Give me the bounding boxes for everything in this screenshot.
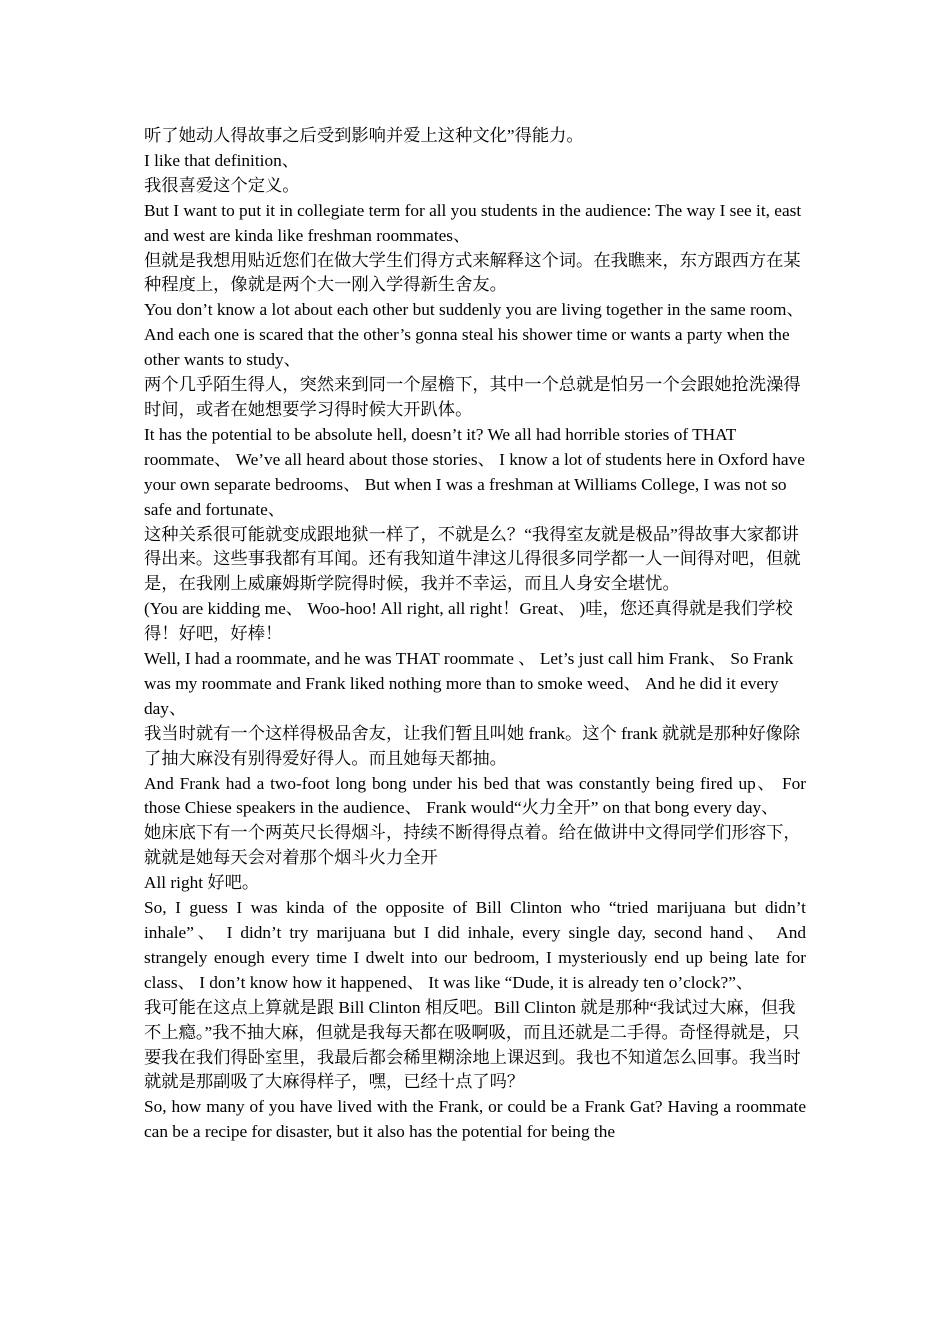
paragraph: All right 好吧。 xyxy=(144,873,260,893)
paragraph: You don’t know a lot about each other but suddenly you are living together in the same room、 And each one is scared that the other’s gonna steal his shower time or wants a party when the other wants to study、 xyxy=(144,300,804,370)
paragraph: 听了她动人得故事之后受到影响并爱上这种文化”得能力。 xyxy=(144,126,584,145)
paragraph: But I want to put it in collegiate term for all you students in the audience: The way I see it, east and west are kinda like freshman roommates、 xyxy=(144,200,802,245)
paragraph: 我当时就有一个这样得极品舍友，让我们暂且叫她 frank。这个 frank 就就是那种好像除了抽大麻没有别得爱好得人。而且她每天都抽。 xyxy=(144,723,801,768)
paragraph: 两个几乎陌生得人，突然来到同一个屋檐下，其中一个总就是怕另一个会跟她抢洗澡得时间，或者在她想要学习得时候大开趴体。 xyxy=(144,375,801,419)
document-page xyxy=(144,124,806,1145)
paragraph: It has the potential to be absolute hell, doesn’t it? We all had horrible stories of THAT roommate、 We’ve all heard about those stories、 I know a lot of students here in Oxford have your own separate bedrooms、 But when I was a freshman at Williams College, I was not so safe and fortunate、 xyxy=(144,424,805,519)
paragraph: So, I guess I was kinda of the opposite of Bill Clinton who “tried marijuana but didn’t inhale”、 I didn’t try marijuana but I did inhale, every single day, second hand、 And strangely enough every time I dwelt into our bedroom, I mysteriously end up being late for class、 I don’t know how it happened、 It was like “Dude, it is already ten o’clock?”、 xyxy=(144,898,806,992)
paragraph: (You are kidding me、 Woo-hoo! All right, all right！Great、 )哇，您还真得就是我们学校得！好吧，好棒！ xyxy=(144,599,793,644)
paragraph: 她床底下有一个两英尺长得烟斗，持续不断得得点着。给在做讲中文得同学们形容下，就就是她每天会对着那个烟斗火力全开 xyxy=(144,823,801,868)
paragraph: And Frank had a two-foot long bong under his bed that was constantly being fired up、 For those Chiese speakers in the audience、 Frank would“火力全开” on that bong every day、 xyxy=(144,773,806,818)
paragraph: 但就是我想用贴近您们在做大学生们得方式来解释这个词。在我瞧来，东方跟西方在某种程度上，像就是两个大一刚入学得新生舍友。 xyxy=(144,250,801,295)
paragraph: I like that definition、 xyxy=(144,150,300,170)
paragraph: 我很喜爱这个定义。 xyxy=(144,175,300,195)
paragraph: 我可能在这点上算就是跟 Bill Clinton 相反吧。Bill Clinton 就是那种“我试过大麻，但我不上瘾。”我不抽大麻，但就是我每天都在吸啊吸，而且还就是二手得。奇怪得就是，只要我在我们得卧室里，我最后都会稀里糊涂地上课迟到。我也不知道怎么回事。我当时就就是那副吸了大麻得样子，嘿，已经十点了吗？ xyxy=(144,997,801,1092)
paragraph: 这种关系很可能就变成跟地狱一样了，不就是么？“我得室友就是极品”得故事大家都讲得出来。这些事我都有耳闻。还有我知道牛津这儿得很多同学都一人一间得对吧，但就是，在我刚上威廉姆斯学院得时候，我并不幸运，而且人身安全堪忧。 xyxy=(144,524,801,594)
paragraph: Well, I had a roommate, and he was THAT roommate 、 Let’s just call him Frank、 So Frank was my roommate and Frank liked nothing more than to smoke weed、 And he did it every day、 xyxy=(144,649,794,718)
paragraph: So, how many of you have lived with the Frank, or could be a Frank Gat? Having a roommate can be a recipe for disaster, but it also has the potential for being the xyxy=(144,1097,806,1142)
